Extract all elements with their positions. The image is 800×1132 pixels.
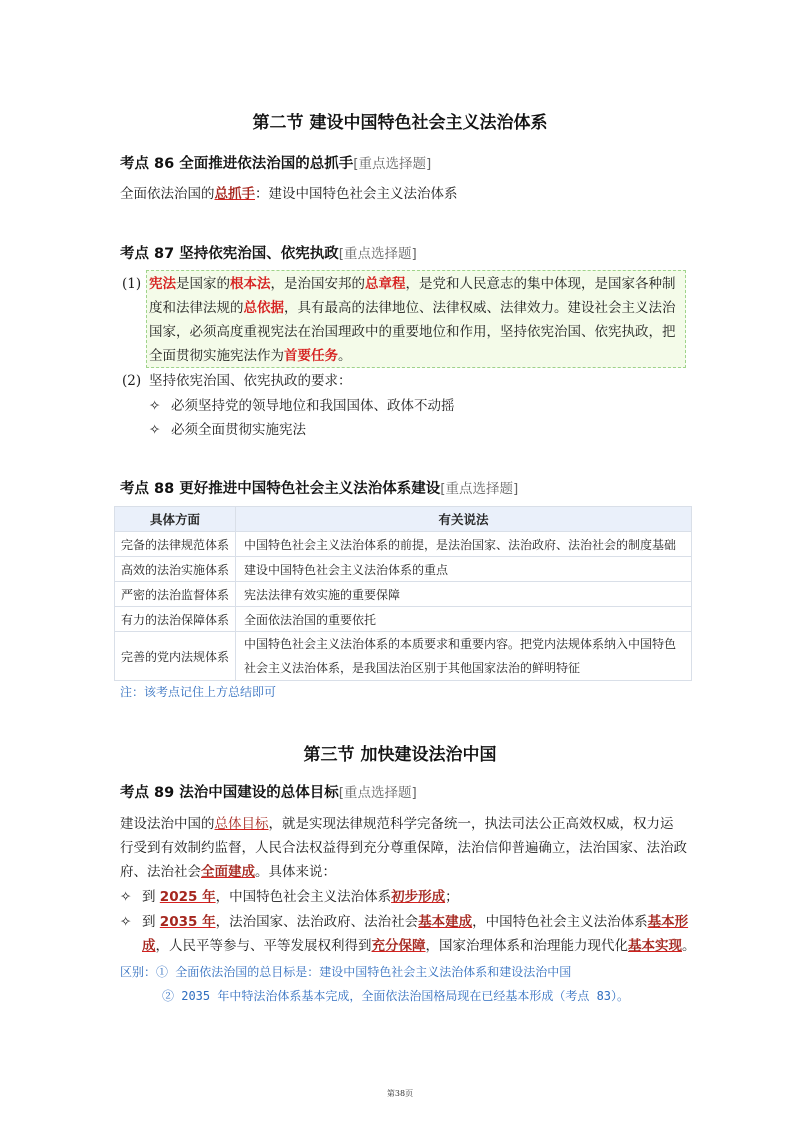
table-cell: 宪法法律有效实施的重要保障 bbox=[236, 582, 692, 607]
table-cell: 有力的法治保障体系 bbox=[115, 607, 236, 632]
kaodian-86-heading bbox=[120, 152, 431, 173]
section-title-2: 第二节 建设中国特色社会主义法治体系 bbox=[252, 113, 548, 133]
difference-label: 区别： bbox=[120, 965, 157, 979]
kaodian-88-note: 注：该考点记住上方总结即可 bbox=[120, 685, 277, 699]
table-header: 具体方面 bbox=[115, 507, 236, 532]
diamond-bullet-icon: ✧ bbox=[149, 398, 161, 414]
kaodian-89-bullet-2035: ✧ 到 2035 年，法治国家、法治政府、法治社会基本建成，中国特色社会主义法治体系基本形 bbox=[120, 910, 688, 935]
kaodian-88-title: 考点 88 更好推进中国特色社会主义法治体系建设 bbox=[120, 481, 441, 497]
list-item: ✧ 必须坚持党的领导地位和我国国体、政体不动摇 bbox=[149, 394, 455, 419]
table-row bbox=[115, 582, 692, 607]
table-header-row bbox=[115, 507, 692, 532]
kaodian-89-tag: [重点选择题] bbox=[338, 785, 417, 801]
table-cell: 全面依法治国的重要依托 bbox=[236, 607, 692, 632]
table-cell: 完善的党内法规体系 bbox=[115, 632, 236, 681]
table-cell: 中国特色社会主义法治体系的本质要求和重要内容。把党内法规体系纳入中国特色 社会主义法治体系，是我国法治区别于其他国家法治的鲜明特征 bbox=[236, 632, 692, 681]
kaodian-86-title: 考点 86 全面推进依法治国的总抓手 bbox=[120, 156, 354, 172]
table-header: 有关说法 bbox=[236, 507, 692, 532]
kaodian-89-line2: 行受到有效制约监督，人民合法权益得到充分尊重保障，法治信仰普遍确立，法治国家、法治政 bbox=[120, 840, 687, 856]
page-number: 第38页 bbox=[386, 1089, 414, 1098]
section-title-3: 第三节 加快建设法治中国 bbox=[303, 745, 497, 765]
kaodian-86-text: 全面依法治国的总抓手：建设中国特色社会主义法治体系 bbox=[120, 186, 458, 202]
kaodian-89-bullet-2025: ✧ 到 2025 年，中国特色社会主义法治体系初步形成； bbox=[120, 885, 459, 910]
kaodian-87-para1-line4: 全面贯彻实施宪法作为首要任务。 bbox=[149, 348, 352, 364]
table-row bbox=[115, 532, 692, 557]
table-row bbox=[115, 632, 692, 681]
kaodian-89-line3: 府、法治社会全面建成。具体来说： bbox=[120, 864, 336, 880]
kaodian-89-title: 考点 89 法治中国建设的总体目标 bbox=[120, 785, 339, 801]
kaodian-87-heading bbox=[120, 242, 417, 263]
table-cell: 中国特色社会主义法治体系的前提，是法治国家、法治政府、法治社会的制度基础 bbox=[236, 532, 692, 557]
table-cell: 建设中国特色社会主义法治体系的重点 bbox=[236, 557, 692, 582]
kaodian-86-tag: [重点选择题] bbox=[353, 156, 432, 172]
kaodian-89-heading bbox=[120, 781, 417, 802]
kaodian-87-para2: 坚持依宪治国、依宪执政的要求： bbox=[149, 373, 352, 389]
difference-note-1: 区别：① 全面依法治国的总目标是：建设中国特色社会主义法治体系和建设法治中国 bbox=[120, 965, 572, 979]
kaodian-87-para1-line3: 国家，必须高度重视宪法在治国理政中的重要地位和作用，坚持依宪治国、依宪执政，把 bbox=[149, 324, 676, 340]
diamond-bullet-icon: ✧ bbox=[149, 422, 161, 438]
item-number: (2) bbox=[122, 373, 142, 389]
table-row bbox=[115, 607, 692, 632]
difference-note-2: ② 2035 年中特法治体系基本完成，全面依法治国格局现在已经基本形成（考点 83）。 bbox=[162, 989, 630, 1003]
kaodian-88-tag: [重点选择题] bbox=[440, 481, 519, 497]
kaodian-88-table bbox=[114, 506, 692, 681]
table-row bbox=[115, 557, 692, 582]
list-item: ✧ 必须全面贯彻实施宪法 bbox=[149, 418, 306, 443]
diamond-bullet-icon: ✧ bbox=[120, 914, 132, 930]
key-term: 总抓手 bbox=[214, 186, 255, 202]
kaodian-87-para1-line1: 宪法是国家的根本法，是治国安邦的总章程，是党和人民意志的集中体现，是国家各种制 bbox=[149, 276, 676, 292]
table-cell: 严密的法治监督体系 bbox=[115, 582, 236, 607]
kaodian-89-bullet-2035-cont: 成，人民平等参与、平等发展权利得到充分保障，国家治理体系和治理能力现代化基本实现。 bbox=[142, 938, 696, 954]
kaodian-89-line1: 建设法治中国的总体目标，就是实现法律规范科学完备统一，执法司法公正高效权威，权力运 bbox=[120, 816, 674, 832]
diamond-bullet-icon: ✧ bbox=[120, 889, 132, 905]
item-number: (1) bbox=[122, 276, 142, 292]
kaodian-88-heading bbox=[120, 477, 518, 498]
kaodian-87-para1-line2: 度和法律法规的总依据，具有最高的法律地位、法律权威、法律效力。建设社会主义法治 bbox=[149, 300, 676, 316]
table-cell: 完备的法律规范体系 bbox=[115, 532, 236, 557]
table-cell: 高效的法治实施体系 bbox=[115, 557, 236, 582]
kaodian-87-tag: [重点选择题] bbox=[338, 246, 417, 262]
kaodian-87-title: 考点 87 坚持依宪治国、依宪执政 bbox=[120, 246, 339, 262]
